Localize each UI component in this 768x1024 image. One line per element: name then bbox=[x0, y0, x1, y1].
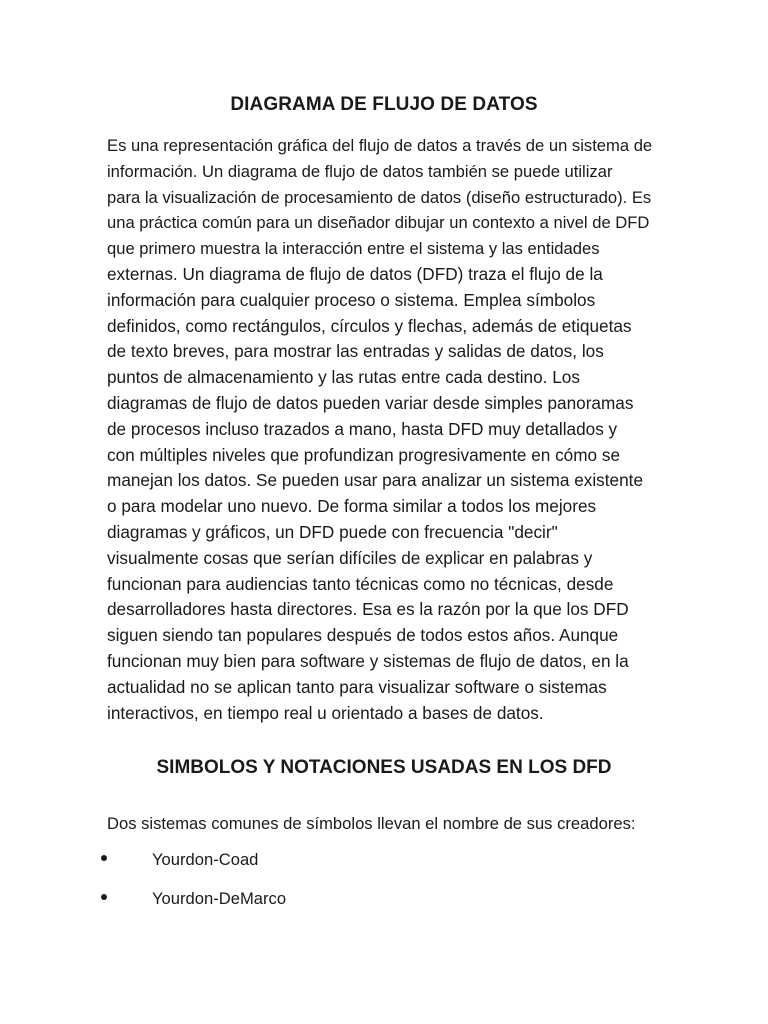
paragraph-line: puntos de almacenamiento y las rutas entre cada destino. Los bbox=[107, 367, 580, 388]
section-subtitle: SIMBOLOS Y NOTACIONES USADAS EN LOS DFD bbox=[156, 757, 612, 778]
paragraph-line: una práctica común para un diseñador dibujar un contexto a nivel de DFD bbox=[107, 213, 650, 233]
paragraph-line: desarrolladores hasta directores. Esa es la razón por la que los DFD bbox=[107, 599, 629, 620]
paragraph-line: para la visualización de procesamiento de datos (diseño estructurado). Es bbox=[107, 187, 652, 207]
paragraph-line: actualidad no se aplican tanto para visualizar software o sistemas bbox=[107, 676, 607, 697]
list-item-label: Yourdon-DeMarco bbox=[152, 889, 287, 908]
bullet-icon bbox=[101, 894, 107, 900]
paragraph-line: interactivos, en tiempo real u orientado a bases de datos. bbox=[107, 702, 544, 723]
paragraph-line: Es una representación gráfica del flujo de datos a través de un sistema de bbox=[107, 136, 653, 155]
paragraph-line: información para cualquier proceso o sistema. Emplea símbolos bbox=[107, 289, 596, 310]
paragraph-line: o para modelar uno nuevo. De forma similar a todos los mejores bbox=[107, 496, 597, 517]
paragraph-line: de procesos incluso trazados a mano, hasta DFD muy detallados y bbox=[107, 418, 618, 439]
list-intro: Dos sistemas comunes de símbolos llevan el nombre de sus creadores: bbox=[107, 814, 636, 833]
paragraph-line: información. Un diagrama de flujo de datos también se puede utilizar bbox=[107, 161, 613, 181]
paragraph-line: diagramas y gráficos, un DFD puede con frecuencia "decir" bbox=[107, 521, 558, 542]
paragraph-line: externas. Un diagrama de flujo de datos (DFD) traza el flujo de la bbox=[107, 263, 603, 284]
paragraph-line: que primero muestra la interacción entre el sistema y las entidades bbox=[107, 239, 600, 259]
paragraph-line: funcionan para audiencias tanto técnicas como no técnicas, desde bbox=[107, 573, 614, 594]
paragraph-line: visualmente cosas que serían difíciles de explicar en palabras y bbox=[107, 547, 593, 568]
paragraph-line: funcionan muy bien para software y sistemas de flujo de datos, en la bbox=[107, 650, 629, 671]
list-item-label: Yourdon-Coad bbox=[152, 850, 259, 869]
paragraph-line: siguen siendo tan populares después de todos estos años. Aunque bbox=[107, 625, 619, 646]
paragraph-line: diagramas de flujo de datos pueden variar desde simples panoramas bbox=[107, 392, 634, 413]
bullet-icon bbox=[101, 855, 107, 861]
body-paragraph bbox=[107, 133, 667, 726]
paragraph-line: de texto breves, para mostrar las entradas y salidas de datos, los bbox=[107, 341, 604, 362]
paragraph-line: manejan los datos. Se pueden usar para analizar un sistema existente bbox=[107, 470, 644, 491]
paragraph-line: definidos, como rectángulos, círculos y flechas, además de etiquetas bbox=[107, 315, 632, 336]
paragraph-line: con múltiples niveles que profundizan progresivamente en cómo se bbox=[107, 444, 621, 465]
document-title: DIAGRAMA DE FLUJO DE DATOS bbox=[230, 94, 538, 115]
